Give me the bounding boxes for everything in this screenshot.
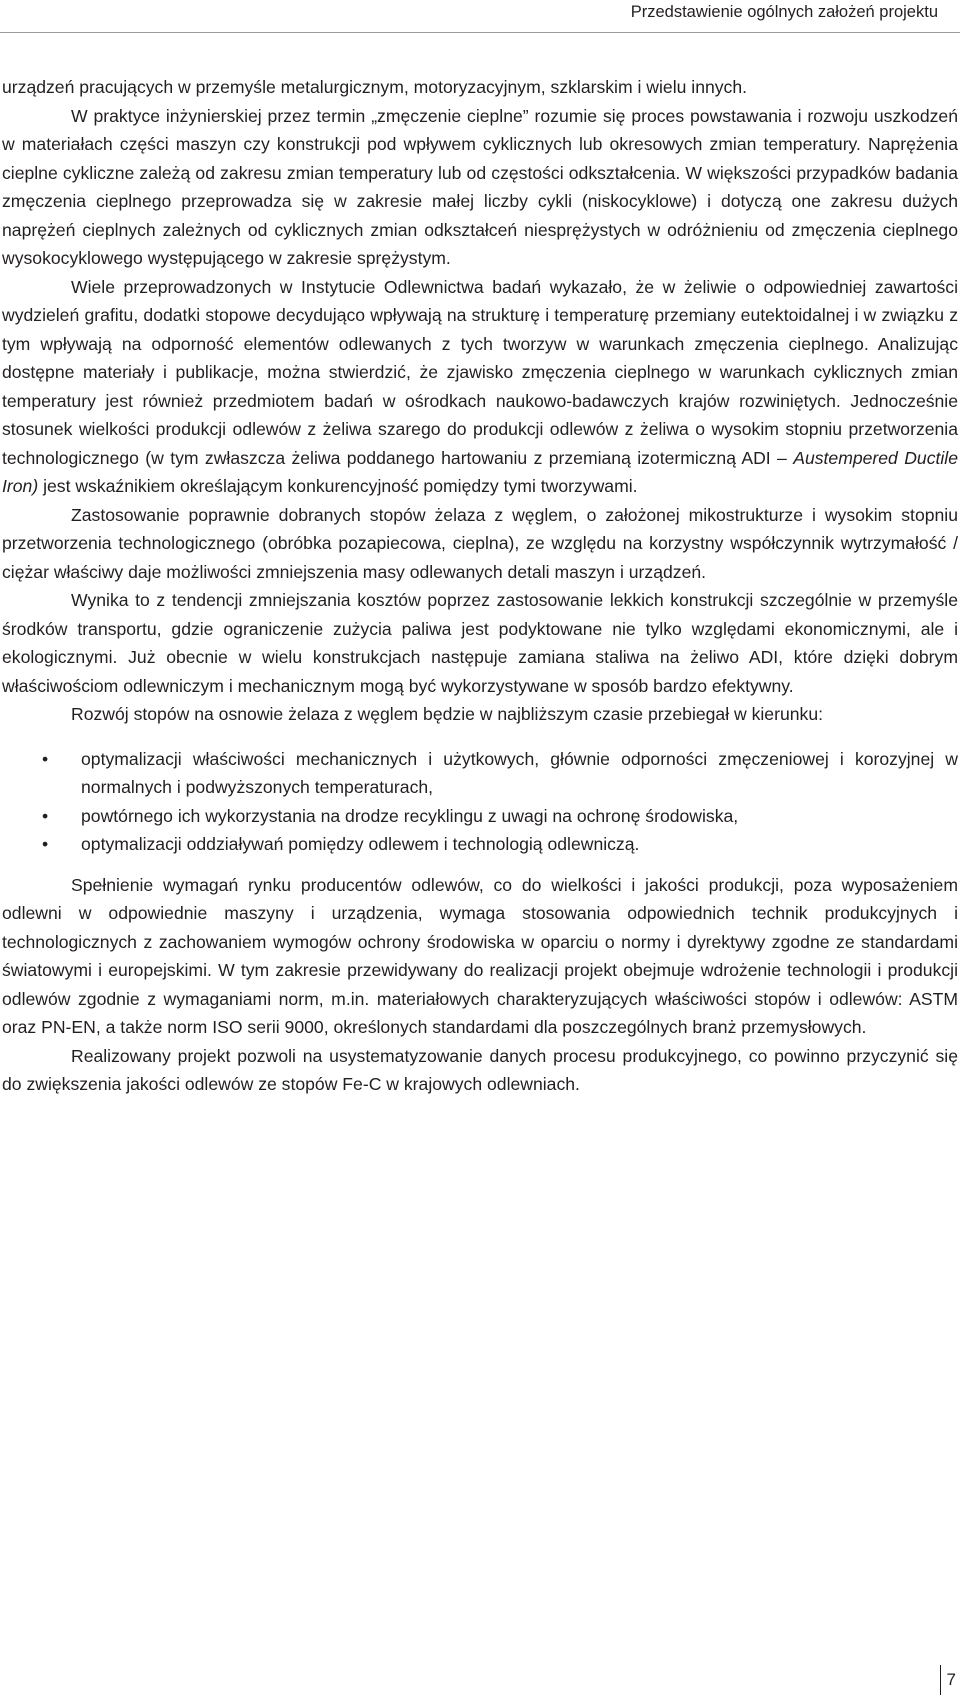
list-item-text: optymalizacji właściwości mechanicznych i użytkowych, głównie odporności zmęczeniowej i korozyjnej w normalnych i podwyższonych temperaturach, (81, 748, 958, 797)
page-number: 7 (940, 1665, 956, 1695)
adi-term-italic: Austempered Ductile Iron) (2, 447, 958, 496)
paragraph-institute-research-tail: jest wskaźnikiem określającym konkurencyjność pomiędzy tymi tworzywami. (38, 476, 638, 496)
list-item (2, 830, 958, 859)
paragraph-project-summary: Realizowany projekt pozwoli na usystematyzowanie danych procesu produkcyjnego, co powinno przyczynić się do zwiększenia jakości odlewów ze stopów Fe-C w krajowych odlewniach. (2, 1045, 958, 1094)
bullet-icon: • (42, 748, 49, 769)
paragraph-continuation: urządzeń pracujących w przemyśle metalurgicznym, motoryzacyjnym, szklarskim i wielu innych. (2, 77, 748, 97)
list-item-text: powtórnego ich wykorzystania na drodze recyklingu z uwagi na ochronę środowiska, (81, 805, 739, 826)
paragraph-institute-research-text: Wiele przeprowadzonych w Instytucie Odlewnictwa badań wykazało, że w żeliwie o odpowiedniej zawartości wydzieleń grafitu, dodatki stopowe decydująco wpływają na strukturę i temperaturę przemiany eutektoidalnej i w związku z tym wpływają na odporność elementów odlewanych z tych tworzyw w warunkach zmęczenia cieplnego. Analizując dostępne materiały i publikacje, można stwierdzić, że zjawisko zmęczenia cieplnego w warunkach cyklicznych zmian temperatury jest również przedmiotem badań w ośrodkach naukowo-badawczych krajów rozwiniętych. Jednocześnie stosunek wielkości produkcji odlewów z żeliwa szarego do produkcji odlewów z żeliwa o wysokim stopniu przetworzenia technologicznego (w tym zwłaszcza żeliwa poddanego hartowaniu z przemianą izotermiczną ADI – (2, 276, 958, 468)
development-directions-list (2, 745, 958, 859)
list-item (2, 745, 958, 802)
bullet-icon: • (42, 805, 49, 826)
header-divider (0, 32, 960, 33)
paragraph-development-directions: Rozwój stopów na osnowie żelaza z węglem będzie w najbliższym czasie przebiegał w kierunku: (71, 704, 823, 724)
document-body (2, 73, 958, 1099)
paragraph-institute-research (2, 273, 958, 501)
list-item (2, 802, 958, 831)
paragraph-alloy-application: Zastosowanie poprawnie dobranych stopów żelaza z węglem, o założonej mikostrukturze i wysokim stopniu przetworzenia technologicznego (obróbka pozapiecowa, cieplna), ze względu na korzystny współczynnik wytrzymałość / ciężar właściwy daje możliwości zmniejszenia masy odlewanych detali maszyn i urządzeń. (2, 504, 958, 582)
list-item-text: optymalizacji oddziaływań pomiędzy odlewem i technologią odlewniczą. (81, 834, 640, 854)
running-header: Przedstawienie ogólnych założeń projektu (630, 3, 938, 21)
paragraph-thermal-fatigue-definition: W praktyce inżynierskiej przez termin „zmęczenie cieplne” rozumie się proces powstawania i rozwoju uszkodzeń w materiałach części maszyn czy konstrukcji pod wpływem cyklicznych lub okresowych zmian temperatury. Naprężenia cieplne cykliczne zależą od zakresu zmian temperatury lub od częstości odkształcenia. W większości przypadków badania zmęczenia cieplnego przeprowadza się w zakresie małej liczby cykli (niskocyklowe) i dotyczą one zakresu dużych naprężeń cieplnych zależnych od cyklicznych zmian odkształceń niesprężystych w odróżnieniu od zmęczenia cieplnego wysokocyklowego występującego w zakresie sprężystym. (2, 105, 958, 268)
paragraph-lightweight-constructions: Wynika to z tendencji zmniejszania kosztów poprzez zastosowanie lekkich konstrukcji szczególnie w przemyśle środków transportu, gdzie ograniczenie zużycia paliwa jest podyktowane nie tylko względami ekonomicznymi, ale i ekologicznymi. Już obecnie w wielu konstrukcjach następuje zamiana staliwa na żeliwo ADI, które dzięki dobrym właściwościom odlewniczym i mechanicznym mogą być wykorzystywane w sposób bardzo efektywny. (2, 590, 958, 696)
paragraph-market-requirements: Spełnienie wymagań rynku producentów odlewów, co do wielkości i jakości produkcji, poza wyposażeniem odlewni w odpowiednie maszyny i urządzenia, wymaga stosowania odpowiednich technik produkcyjnych i technologicznych z zachowaniem wymogów ochrony środowiska w oparciu o normy i dyrektywy zgodne ze standardami światowymi i europejskimi. W tym zakresie przewidywany do realizacji projekt obejmuje wdrożenie technologii i produkcji odlewów zgodnie z wymaganiami norm, m.in. materiałowych charakteryzujących właściwości stopów i odlewów: ASTM oraz PN-EN, a także norm ISO serii 9000, określonych standardami dla poszczególnych branż przemysłowych. (2, 874, 958, 1037)
bullet-icon: • (42, 834, 49, 854)
